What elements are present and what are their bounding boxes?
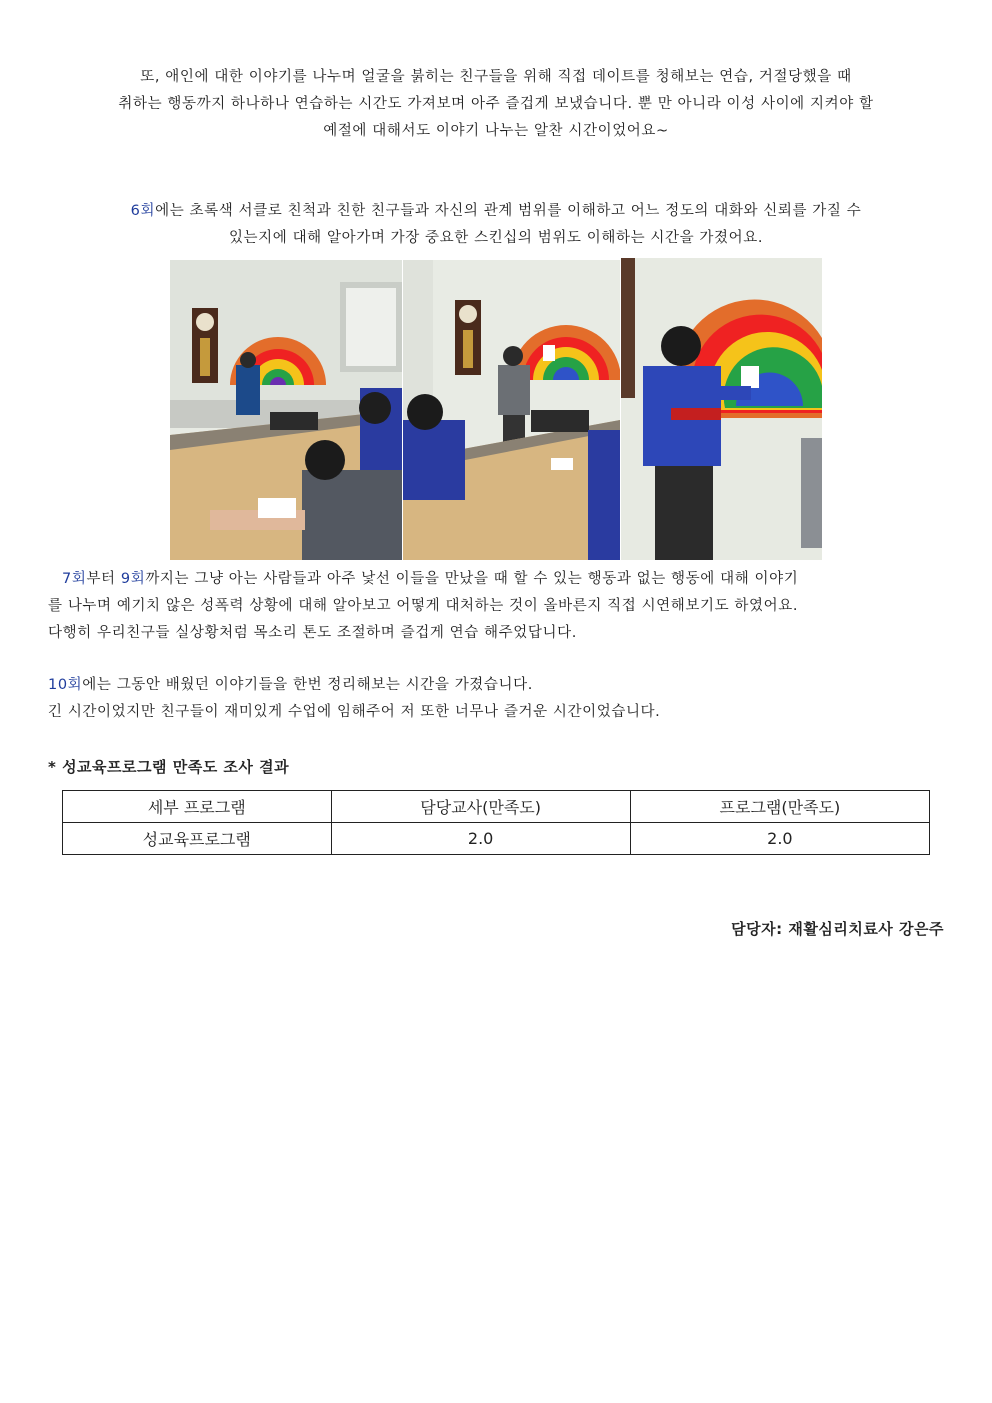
session-10-text: 에는 그동안 배웠던 이야기들을 한번 정리해보는 시간을 가졌습니다.: [82, 677, 533, 693]
session-6-paragraph: [40, 198, 952, 252]
classroom-photo-3: [621, 258, 822, 560]
session-10-line-1: [48, 672, 948, 699]
session-7-9-line-2: 를 나누며 예기치 않은 성폭력 상황에 대해 알아보고 어떻게 대처하는 것이 올바른지 직접 시연해보기도 하였어요.: [48, 598, 799, 614]
intro-paragraph: [40, 64, 952, 145]
header-teacher-satisfaction: 담당교사(만족도): [331, 791, 630, 823]
session-7-number: 7회: [62, 571, 87, 587]
intro-line-2: 취하는 행동까지 하나하나 연습하는 시간도 가져보며 아주 즐겁게 보냈습니다. 뿐 만 아니라 이성 사이에 지켜야 할: [118, 96, 874, 112]
session-7-9-line-3: 다행히 우리친구들 실상황처럼 목소리 톤도 조절하며 즐겁게 연습 해주었답니다.: [48, 625, 577, 641]
session-7-9-paragraph: [48, 566, 948, 647]
signature: 담당자: 재활심리치료사 강은주: [731, 920, 944, 938]
cell-teacher-score: 2.0: [331, 823, 630, 855]
intro-line-1: 또, 애인에 대한 이야기를 나누며 얼굴을 붉히는 친구들을 위해 직접 데이트를 청해보는 연습, 거절당했을 때: [140, 69, 852, 85]
header-program-satisfaction: 프로그램(만족도): [630, 791, 929, 823]
table-row: [63, 823, 930, 855]
classroom-photo-1: [170, 260, 402, 560]
classroom-photo-2: [403, 260, 620, 560]
survey-table: [62, 790, 930, 855]
session-10-paragraph: [48, 672, 948, 726]
session-10-number: 10회: [48, 677, 83, 693]
session-9-number: 9회: [120, 571, 146, 587]
intro-line-3: 예절에 대해서도 이야기 나누는 알찬 시간이었어요~: [323, 123, 669, 139]
session-7-from-suffix: 부터: [86, 571, 121, 587]
cell-program-score: 2.0: [630, 823, 929, 855]
session-6-text: 에는 초록색 서클로 친척과 친한 친구들과 자신의 관계 범위를 이해하고 어느 정도의 대화와 신뢰를 가질 수: [155, 203, 862, 219]
session-6-number: 6회: [130, 203, 156, 219]
table-header-row: [63, 791, 930, 823]
survey-heading: * 성교육프로그램 만족도 조사 결과: [48, 758, 290, 776]
cell-program-name: 성교육프로그램: [63, 823, 332, 855]
session-6-line-1: [40, 198, 952, 225]
session-6-line-2: 있는지에 대해 알아가며 가장 중요한 스킨십의 범위도 이해하는 시간을 가졌어요.: [228, 230, 764, 246]
session-7-9-text: 까지는 그냥 아는 사람들과 아주 낯선 이들을 만났을 때 할 수 있는 행동과 없는 행동에 대해 이야기: [145, 571, 799, 587]
session-7-9-line-1: [48, 566, 948, 593]
session-10-line-2: 긴 시간이었지만 친구들이 재미있게 수업에 임해주어 저 또한 너무나 즐거운 시간이었습니다.: [48, 704, 661, 720]
header-program: 세부 프로그램: [63, 791, 332, 823]
